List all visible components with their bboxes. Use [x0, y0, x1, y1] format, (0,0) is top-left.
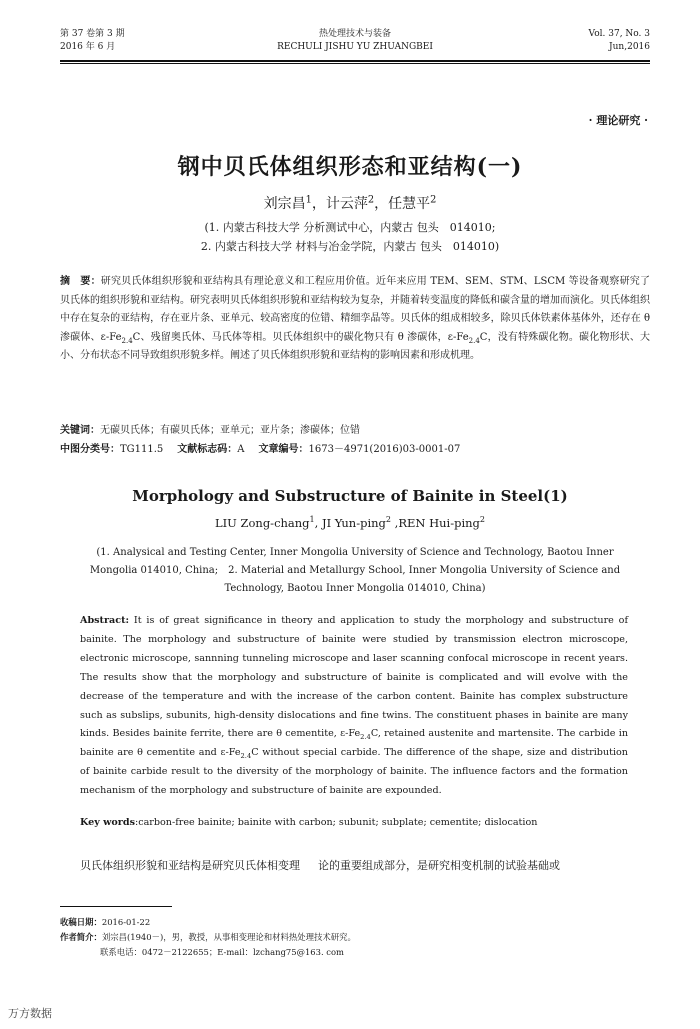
header-vol-en: Vol. 37, No. 3 Jun,2016: [588, 29, 650, 52]
en-abstract: Abstract: It is of great significance in theory and application to study the morphology and substructure of bainite. The morphology and substructure of bainite were studied by transmission electron microscope, electronic microscope, sannning tunneling microscope and laser scanning confocal microscope in recent years. The results show that the morphology and substructure of bainite is complicated and will evolve with the decrease of the temperature and with the increase of the carbon content. Bainite has complex substructure such as subslips, subunits, high-density dislocations and fine twins. The constituent phases in bainite are many kinds. Besides bainite ferrite, there are θ cementite, $\varepsilon-Fe_{2.4}C$, retained austenite and martensite. The carbide in bainite are θ cementite and $\varepsilon-Fe_{2.4}C$ without special carbide. The difference of the shape, size and distribution of bainite carbide result to the diversity of the morphology of bainite. The influence factors and the formation mechanism of the morphology and substructure of bainite are expounded.: [80, 615, 629, 797]
cn-authors: 刘宗昌$^1$，计云萍$^2$，任慧平$^2$: [263, 194, 437, 212]
header-rule: [60, 60, 650, 62]
en-title: Morphology and Substructure of Bainite in Steel(1): [132, 487, 568, 505]
header-rule-thin: [60, 63, 650, 64]
body-text-line: 贝氏体组织形貌和亚结构是研究贝氏体相变理 论的重要组成部分，是研究相变机制的试验基础或: [80, 859, 560, 872]
header-journal-name: 热处理技术与装备 RECHULI JISHU YU ZHUANGBEI: [277, 29, 433, 52]
header-volume: 第 37 卷第 3 期 2016 年 6 月: [60, 29, 125, 52]
footnotes: [60, 915, 650, 960]
cn-abstract: 摘 要：研究贝氏体组织形貌和亚结构具有理论意义和工程应用价值。近年来应用 TEM、SEM、STM、LSCM 等设备观察研究了贝氏体的组织形貌和亚结构。研究表明贝氏体组织形貌和亚结构较为复杂，并随着转变温度的降低和碳含量的增加而演化。贝氏体组织中存在复杂的亚结构，存在亚片条、亚单元、较高密度的位错、精细孪晶等。贝氏体的组成相较多，除贝氏体铁素体基体外，还存在 θ 渗碳体、$\varepsilon-Fe_{2.4}C$、残留奥氏体、马氏体等相。贝氏体组织中的碳化物只有 θ 渗碳体，$\varepsilon-Fe_{2.4}C$，没有特殊碳化物。碳化物形状、大小、分布状态不同导致组织形貌多样。阐述了贝氏体组织形貌和亚结构的影响因素和形成机理。: [60, 276, 650, 362]
running-header: [60, 28, 650, 62]
section-tag: · 理论研究 ·: [588, 114, 648, 127]
cn-keywords: 关键词：无碳贝氏体；有碳贝氏体；亚单元；亚片条；渗碳体；位错: [60, 425, 360, 436]
cn-title: 钢中贝氏体组织形态和亚结构(一): [177, 154, 523, 180]
footnote-author-bio: 作者简介：刘宗昌(1940－)，男，教授，从事相变理论和材料热处理技术研究。: [60, 932, 356, 942]
cn-classification: 中图分类号：TG111.5 文献标志码：A 文章编号：1673－4971(2016)03-0001-07: [60, 444, 461, 455]
cn-affiliations: (1. 内蒙古科技大学 分析测试中心，内蒙古 包头 014010; 2. 内蒙古科技大学 材料与冶金学院，内蒙古 包头 014010): [200, 221, 500, 253]
footnote-received: 收稿日期：2016-01-22: [60, 917, 151, 927]
footnote-rule: [60, 906, 172, 907]
en-authors: LIU Zong-chang$^1$, JI Yun-ping$^2$ ,REN Hui-ping$^2$: [214, 515, 486, 530]
en-affiliations: (1. Analysical and Testing Center, Inner Mongolia University of Science and Technology, Baotou Inner Mongolia 014010, China; 2. Material and Metallurgy School, Inner Mongolia University of Science and Technology, Baotou Inner Mongolia 014010, China): [89, 547, 621, 594]
watermark: 万方数据: [8, 1007, 52, 1020]
footnote-contact: 联系电话：0472－2122655；E-mail：lzchang75@163. com: [100, 947, 344, 957]
en-keywords: Key words:carbon-free bainite; bainite with carbon; subunit; subplate; cementite; dislocation: [80, 817, 538, 828]
